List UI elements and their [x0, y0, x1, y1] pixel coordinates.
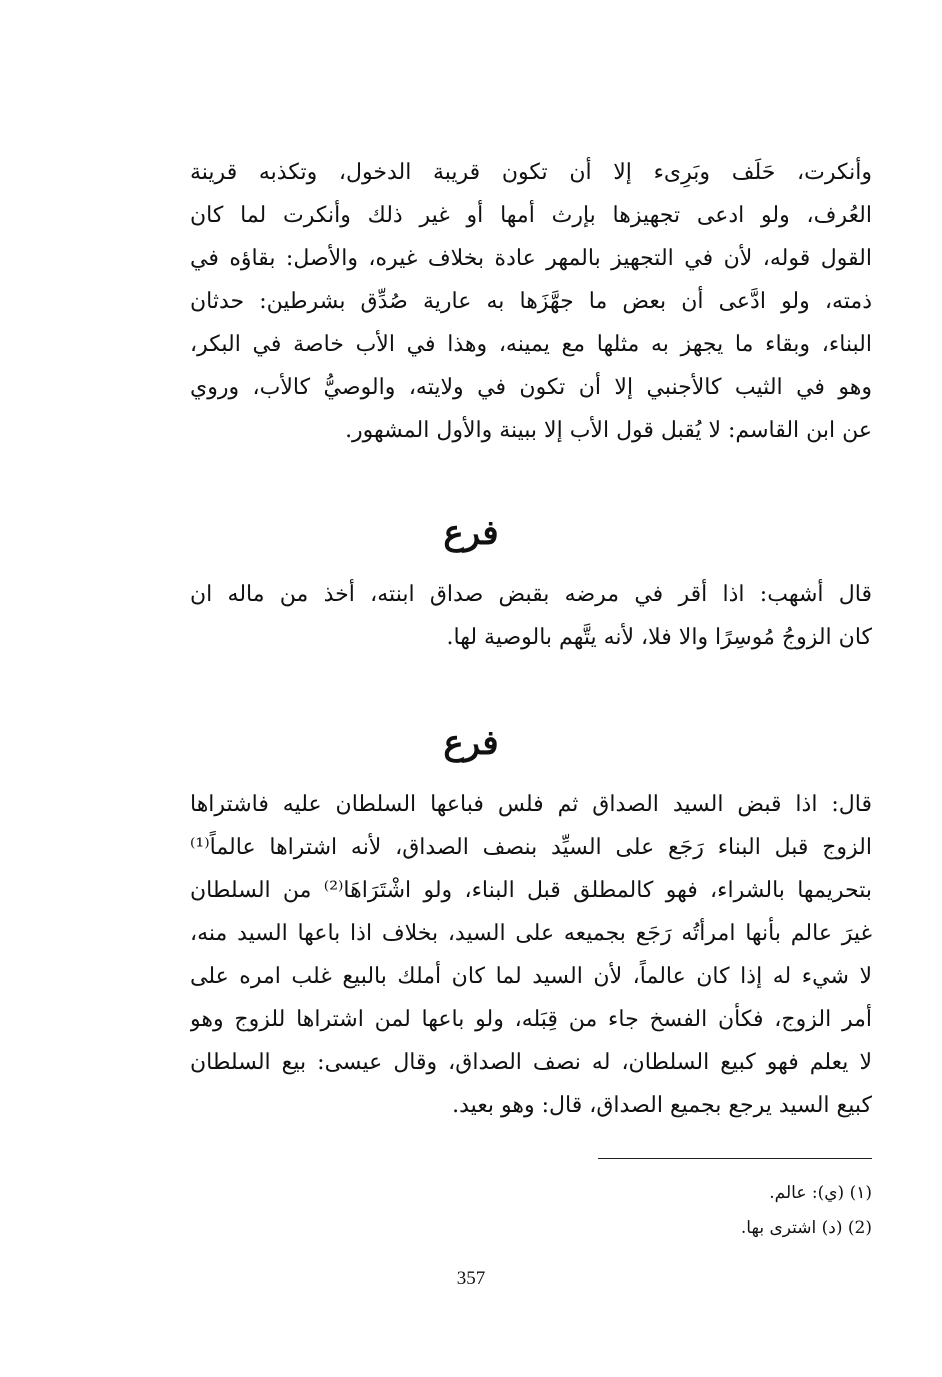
text-line: وهو في الثيب كالأجنبي إلا أن تكون في ولايته، والوصيُّ كالأب، وروي [190, 375, 872, 400]
text-line: قال: اذا قبض السيد الصداق ثم فلس فباعها السلطان عليه فاشتراها [190, 792, 872, 817]
paragraph-3 [190, 783, 872, 1127]
text-line: وأنكرت، حَلَف وبَرِىء إلا أن تكون قريبة الدخول، وتكذبه قرينة [190, 160, 872, 185]
footnote-1: (١) (ي): عالم. [769, 1183, 872, 1203]
paragraph-1 [190, 151, 872, 452]
text-line: القول قوله، لأن في التجهيز بالمهر عادة بخلاف غيره، والأصل: بقاؤه في [190, 246, 872, 271]
section-heading: فرع [443, 513, 499, 553]
text-line: لا يعلم فهو كبيع السلطان، له نصف الصداق، وقال عيسى: بيع السلطان [190, 1050, 872, 1075]
paragraph-2 [190, 573, 872, 659]
footnote-divider [598, 1158, 872, 1159]
text-line: ذمته، ولو ادَّعى أن بعض ما جهَّزَها به عارية صُدِّق بشرطين: حدثان [190, 289, 872, 314]
section-heading: فرع [443, 723, 499, 763]
text-line: قال أشهب: اذا أقر في مرضه بقبض صداق ابنته، أخذ من ماله ان [190, 582, 872, 607]
text-line: العُرف، ولو ادعى تجهيزها بإرث أمها أو غير ذلك وأنكرت لما كان [190, 203, 872, 228]
text-line: البناء، وبقاء ما يجهز به مثلها مع يمينه، وهذا في الأب خاصة في البكر، [190, 332, 872, 357]
text-line: كان الزوجُ مُوسِرًا والا فلا، لأنه يتَّهم بالوصية لها. [446, 625, 872, 650]
text-line: الزوج قبل البناء رَجَع على السيِّد بنصف الصداق، لأنه اشتراها عالماً⁽¹⁾ [190, 835, 872, 860]
text-line: عن ابن القاسم: لا يُقبل قول الأب إلا ببينة والأول المشهور. [345, 418, 872, 443]
page-number: 357 [456, 1268, 486, 1289]
text-line: غيرَ عالم بأنها امرأتُه رَجَع بجميعه على السيد، بخلاف اذا باعها السيد منه، [190, 921, 872, 946]
text-line: أمر الزوج، فكأن الفسخ جاء من قِبَله، ولو باعها لمن اشتراها للزوج وهو [190, 1007, 872, 1032]
text-line: كبيع السيد يرجع بجميع الصداق، قال: وهو بعيد. [452, 1093, 872, 1118]
text-line: بتحريمها بالشراء، فهو كالمطلق قبل البناء، ولو اشْتَرَاهَا⁽²⁾ من السلطان [190, 878, 872, 903]
footnote-2: (2) (د) اشترى بها. [740, 1218, 872, 1238]
text-line: لا شيء له إذا كان عالماً، لأن السيد لما كان أملك بالبيع غلب امره على [190, 964, 872, 989]
